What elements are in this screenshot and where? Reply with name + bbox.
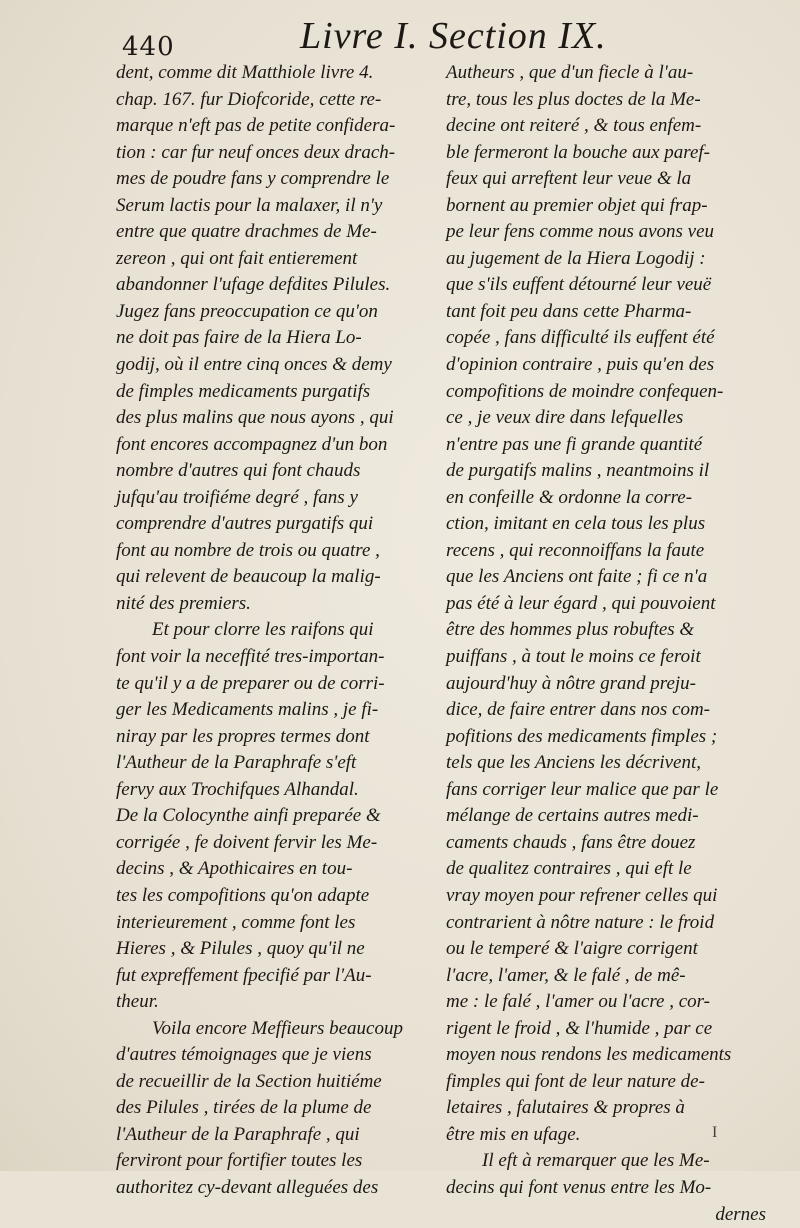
text-line: mélange de certains autres medi- <box>446 805 699 827</box>
text-line: font au nombre de trois ou quatre , <box>116 539 380 561</box>
text-line: tre, tous les plus doctes de la Me- <box>446 88 701 110</box>
text-line: marque n'eft pas de petite confidera- <box>116 115 396 137</box>
text-line: bornent au premier objet qui frap- <box>446 194 708 216</box>
text-line: tant foit peu dans cette Pharma- <box>446 300 692 322</box>
text-line: comprendre d'autres purgatifs qui <box>116 513 374 535</box>
text-line: l'Autheur de la Paraphrafe , qui <box>116 1123 360 1145</box>
text-line: nité des premiers. <box>116 592 251 614</box>
text-line: en confeille & ordonne la corre- <box>446 486 693 508</box>
text-line: Jugez fans preoccupation ce qu'on <box>116 300 378 322</box>
text-line: corrigée , fe doivent fervir les Me- <box>116 831 378 853</box>
text-line: font encores accompagnez d'un bon <box>116 433 388 455</box>
text-line: ger les Medicaments malins , je fi- <box>116 699 379 721</box>
text-line: Voila encore Meffieurs beaucoup <box>152 1017 403 1039</box>
text-line: decine ont reiteré , & tous enfem- <box>446 115 702 137</box>
text-line: n'entre pas une fi grande quantité <box>446 433 703 455</box>
text-line: Il eft à remarquer que les Me- <box>482 1150 710 1172</box>
text-line: recens , qui reconnoiffans la faute <box>446 539 705 561</box>
text-line: d'autres témoignages que je viens <box>116 1044 372 1066</box>
text-line: fut expreffement fpecifié par l'Au- <box>116 964 372 986</box>
text-line: aujourd'huy à nôtre grand preju- <box>446 672 696 694</box>
text-line: pofitions des medicaments fimples ; <box>446 725 718 747</box>
text-line: tels que les Anciens les décrivent, <box>446 752 702 774</box>
text-line: ction, imitant en cela tous les plus <box>446 513 706 535</box>
text-line: ou le temperé & l'aigre corrigent <box>446 938 698 960</box>
text-line: que les Anciens ont faite ; fi ce n'a <box>446 566 708 588</box>
text-line: des plus malins que nous ayons , qui <box>116 407 394 429</box>
text-line: vray moyen pour refrener celles qui <box>446 884 718 906</box>
text-line: fervy aux Trochifques Alhandal. <box>116 778 359 800</box>
text-line: de fimples medicaments purgatifs <box>116 380 371 402</box>
text-line: ne doit pas faire de la Hiera Lo- <box>116 327 362 349</box>
right-column <box>446 60 774 1228</box>
text-line: que s'ils euffent détourné leur veuë <box>446 274 712 296</box>
signature-mark: I <box>712 1124 718 1141</box>
text-line: Hieres , & Pilules , quoy qu'il ne <box>116 938 365 960</box>
text-line: rigent le froid , & l'humide , par ce <box>446 1017 713 1039</box>
text-line: de recueillir de la Section huitiéme <box>116 1070 382 1092</box>
text-line: fans corriger leur malice que par le <box>446 778 719 800</box>
text-line: moyen nous rendons les medicaments <box>446 1044 732 1066</box>
text-line: ferviront pour fortifier toutes les <box>116 1150 363 1172</box>
text-line: au jugement de la Hiera Logodij : <box>446 247 706 269</box>
text-line: tes les compofitions qu'on adapte <box>116 884 370 906</box>
text-line: copée , fans difficulté ils euffent été <box>446 327 715 349</box>
left-column <box>116 60 434 1202</box>
text-line: Et pour clorre les raifons qui <box>152 619 374 641</box>
text-line: decins , & Apothicaires en tou- <box>116 858 353 880</box>
text-line: godij, où il entre cinq onces & demy <box>116 354 392 376</box>
text-line: chap. 167. fur Diofcoride, cette re- <box>116 88 382 110</box>
text-line: decins qui font venus entre les Mo- <box>446 1176 712 1198</box>
text-line: theur. <box>116 991 159 1013</box>
text-line: pe leur fens comme nous avons veu <box>446 221 715 243</box>
text-line: letaires , falutaires & propres à <box>446 1097 685 1119</box>
text-line: l'acre, l'amer, & le falé , de mê- <box>446 964 686 986</box>
text-line: ble fermeront la bouche aux paref- <box>446 141 710 163</box>
text-line: zereon , qui ont fait entierement <box>116 247 358 269</box>
text-line: mes de poudre fans y comprendre le <box>116 168 390 190</box>
text-line: Serum lactis pour la malaxer, il n'y <box>116 194 383 216</box>
text-line: dent, comme dit Matthiole livre 4. <box>116 62 374 83</box>
text-line: nombre d'autres qui font chauds <box>116 460 361 482</box>
page-number: 440 <box>122 32 175 62</box>
text-line: fimples qui font de leur nature de- <box>446 1070 705 1092</box>
text-line: tion : car fur neuf onces deux drach- <box>116 141 396 163</box>
text-line: dice, de faire entrer dans nos com- <box>446 699 711 721</box>
text-line: compofitions de moindre confequen- <box>446 380 724 402</box>
text-line: de qualitez contraires , qui eft le <box>446 858 692 880</box>
text-line: font voir la neceffité tres-importan- <box>116 646 385 668</box>
text-line: entre que quatre drachmes de Me- <box>116 221 377 243</box>
text-line: te qu'il y a de preparer ou de corri- <box>116 672 385 694</box>
text-line: l'Autheur de la Paraphrafe s'eft <box>116 752 357 774</box>
text-line: caments chauds , fans être douez <box>446 831 696 853</box>
running-head: Livre I. Section IX. <box>300 15 607 57</box>
text-line: me : le falé , l'amer ou l'acre , cor- <box>446 991 710 1013</box>
text-line: être des hommes plus robuftes & <box>446 619 695 641</box>
text-line: ce , je veux dire dans lefquelles <box>446 407 684 429</box>
text-line: De la Colocynthe ainfi preparée & <box>116 805 381 827</box>
text-line: des Pilules , tirées de la plume de <box>116 1097 372 1119</box>
text-line: qui relevent de beaucoup la malig- <box>116 566 381 588</box>
page-header <box>0 14 800 60</box>
text-line: feux qui arreftent leur veue & la <box>446 168 692 190</box>
text-line: dernes <box>715 1203 766 1225</box>
text-line: être mis en ufage. <box>446 1123 581 1145</box>
text-line: jufqu'au troifiéme degré , fans y <box>116 486 358 508</box>
text-line: de purgatifs malins , neantmoins il <box>446 460 710 482</box>
text-line: contrarient à nôtre nature : le froid <box>446 911 715 933</box>
text-line: d'opinion contraire , puis qu'en des <box>446 354 715 376</box>
text-line: niray par les propres termes dont <box>116 725 370 747</box>
text-line: Autheurs , que d'un fiecle à l'au- <box>446 62 694 83</box>
text-line: authoritez cy-devant alleguées des <box>116 1176 379 1198</box>
text-line: abandonner l'ufage defdites Pilules. <box>116 274 391 296</box>
text-line: interieurement , comme font les <box>116 911 356 933</box>
text-line: puiffans , à tout le moins ce feroit <box>446 646 701 668</box>
text-line: pas été à leur égard , qui pouvoient <box>446 592 716 614</box>
